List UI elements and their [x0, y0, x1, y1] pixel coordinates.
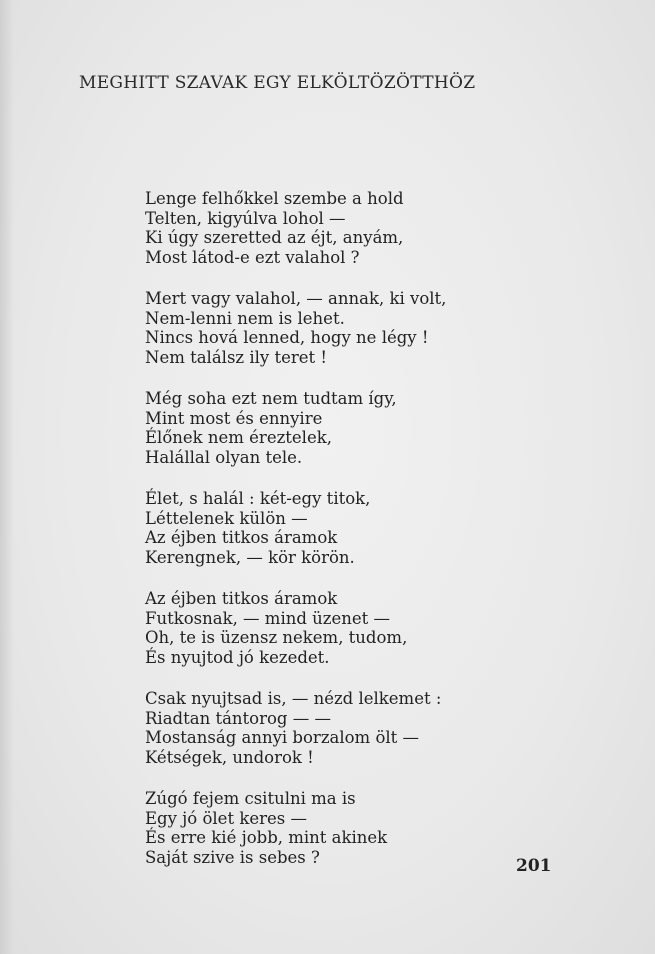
poem-line: Csak nyujtsad is, — nézd lelkemet : — [145, 689, 442, 708]
poem-line: Halállal olyan tele. — [145, 447, 303, 467]
poem-line: Telten, kigyúlva lohol — — [145, 208, 346, 228]
poem-line: Lenge felhőkkel szembe a hold — [145, 189, 404, 208]
page-number: 201 — [516, 856, 552, 876]
stanza-5 — [145, 589, 585, 667]
poem-line: Élet, s halál : két-egy titok, — [145, 489, 371, 508]
poem-line: Mostanság annyi borzalom ölt — — [145, 728, 420, 747]
poem-line: Az éjben titkos áramok — [145, 528, 338, 547]
poem-line: Most látod-e ezt valahol ? — [145, 247, 360, 267]
poem-line: És nyujtod jó kezedet. — [145, 647, 330, 667]
poem-line: Mert vagy valahol, — annak, ki volt, — [145, 289, 447, 308]
stanza-1 — [145, 189, 585, 267]
poem-line: Kétségek, undorok ! — [145, 747, 314, 767]
poem-line: Léttelenek külön — — [145, 508, 308, 528]
poem-line: Kerengnek, — kör körön. — [145, 547, 355, 567]
stanza-2 — [145, 289, 585, 367]
poem-line: Ki úgy szeretted az éjt, anyám, — [145, 228, 404, 247]
poem-line: Riadtan tántorog — — — [145, 708, 331, 728]
poem-line: Élőnek nem éreztelek, — [145, 428, 332, 447]
poem-line: Egy jó ölet keres — — [145, 808, 307, 828]
poem-line: Zúgó fejem csitulni ma is — [145, 789, 356, 808]
poem-line: És erre kié jobb, mint akinek — [145, 828, 388, 847]
poem-line: Még soha ezt nem tudtam így, — [145, 389, 397, 408]
poem — [145, 189, 585, 889]
stanza-4 — [145, 489, 585, 567]
poem-line: Nem találsz ily teret ! — [145, 347, 328, 367]
poem-line: Mint most és ennyire — [145, 408, 323, 428]
poem-line: Oh, te is üzensz nekem, tudom, — [145, 628, 408, 647]
poem-line: Futkosnak, — mind üzenet — — [145, 608, 391, 628]
poem-line: Az éjben titkos áramok — [145, 589, 338, 608]
binding-shadow — [0, 0, 14, 954]
poem-line: Nincs hová lenned, hogy ne légy ! — [145, 328, 429, 347]
poem-line: Saját szive is sebes ? — [145, 847, 320, 867]
page-title: MEGHITT SZAVAK EGY ELKÖLTÖZÖTTHÖZ — [79, 73, 476, 93]
poem-line: Nem-lenni nem is lehet. — [145, 308, 345, 328]
stanza-3 — [145, 389, 585, 467]
stanza-6 — [145, 689, 585, 767]
